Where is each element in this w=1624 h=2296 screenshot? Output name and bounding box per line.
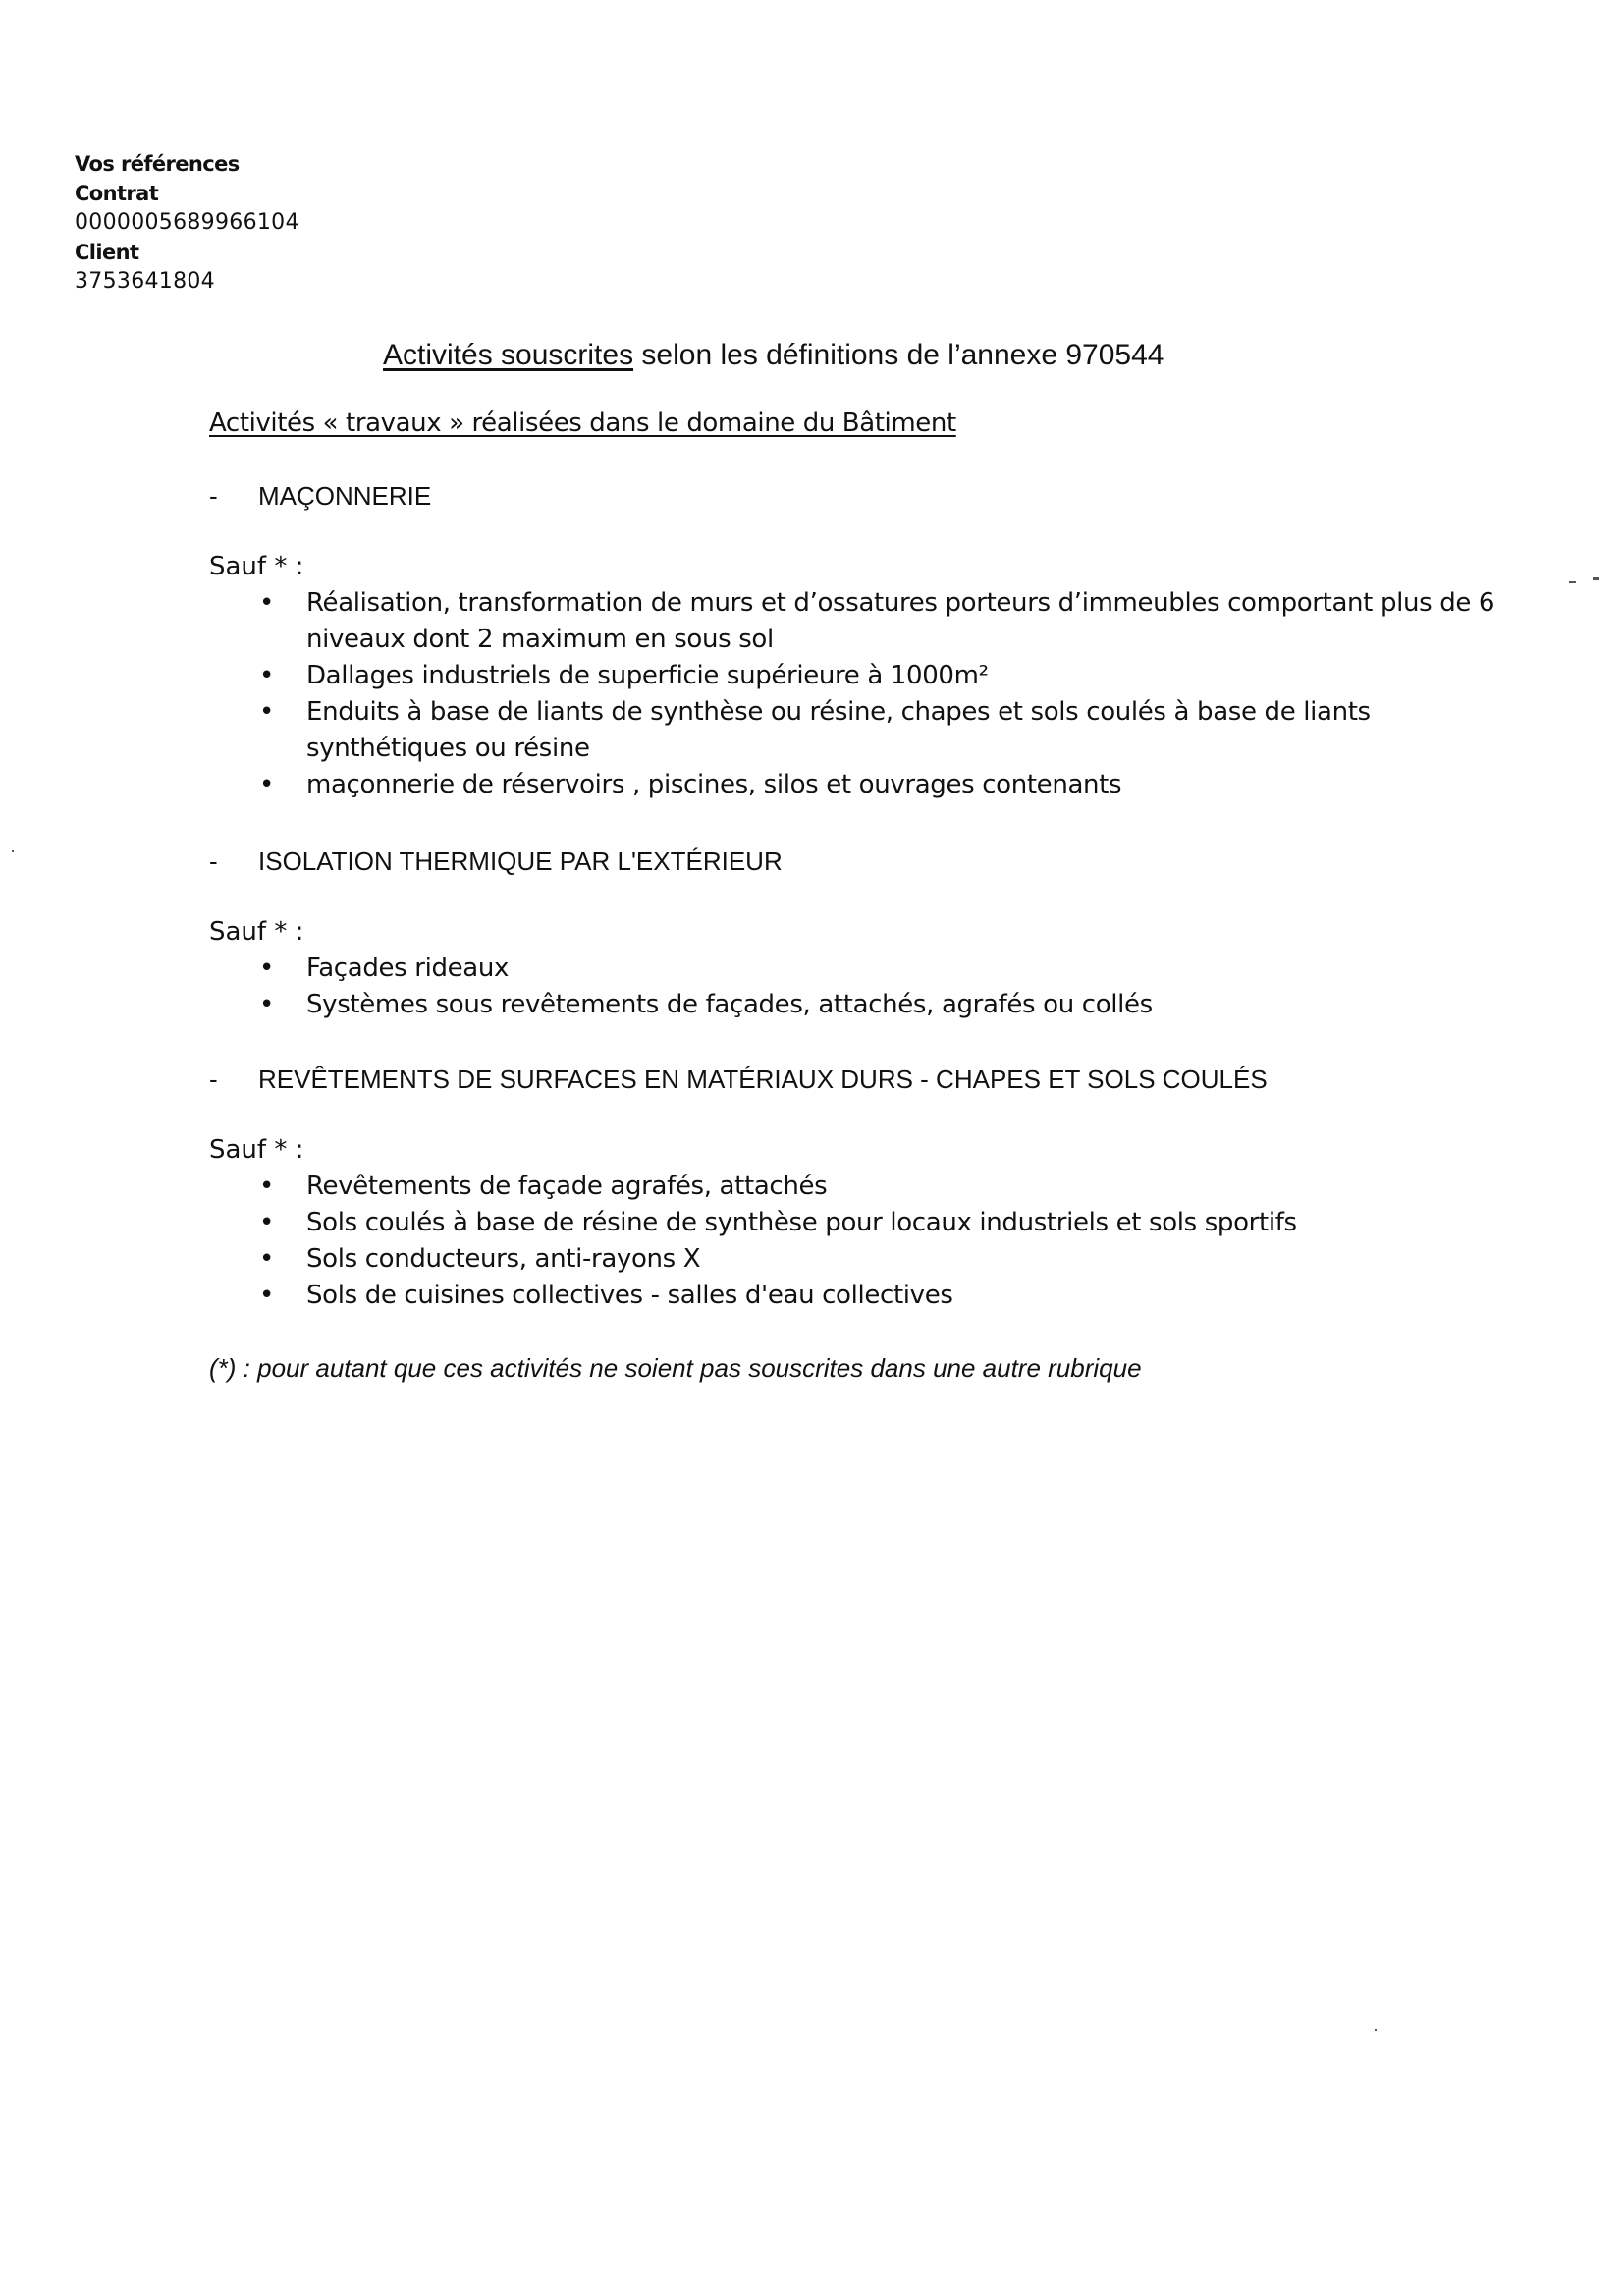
section-dash: - <box>209 847 218 876</box>
exclusion-list-revetements <box>253 1169 1530 1314</box>
page-title <box>383 339 1164 372</box>
activity-section-revetements <box>209 1065 1268 1095</box>
client-number: 3753641804 <box>75 269 215 294</box>
sauf-label: Sauf * : <box>209 552 304 581</box>
bullet-icon: • <box>259 1172 274 1201</box>
bullet-icon: • <box>259 770 274 799</box>
sauf-label: Sauf * : <box>209 1135 304 1165</box>
section-dash: - <box>209 481 218 511</box>
exclusion-list-isolation <box>253 951 1530 1023</box>
page-title-underlined: Activités souscrites <box>383 339 634 371</box>
scan-speck <box>1375 2029 1377 2031</box>
references-heading: Vos références <box>75 152 240 176</box>
references-block <box>75 149 299 297</box>
bullet-icon: • <box>259 1208 274 1237</box>
exclusion-item: • Enduits à base de liants de synthèse ou résine, chapes et sols coulés à base de liants synthétiques ou résine <box>253 694 1530 767</box>
scan-speck <box>1593 577 1599 580</box>
activity-section-isolation <box>209 847 783 877</box>
bullet-icon: • <box>259 1244 274 1274</box>
exclusion-list-maconnerie <box>253 585 1530 803</box>
contract-number: 0000005689966104 <box>75 210 299 235</box>
scan-speck <box>12 850 14 852</box>
bullet-icon: • <box>259 954 274 983</box>
section-name: REVÊTEMENTS DE SURFACES EN MATÉRIAUX DURS - CHAPES ET SOLS COULÉS <box>258 1065 1268 1094</box>
exclusion-item: • Revêtements de façade agrafés, attachés <box>253 1169 1530 1205</box>
exclusion-item: • Sols coulés à base de résine de synthèse pour locaux industriels et sols sportifs <box>253 1205 1530 1241</box>
section-dash: - <box>209 1065 218 1094</box>
bullet-icon: • <box>259 697 274 727</box>
sauf-label: Sauf * : <box>209 917 304 947</box>
section-name: ISOLATION THERMIQUE PAR L'EXTÉRIEUR <box>258 847 783 876</box>
exclusion-item: • Sols de cuisines collectives - salles d'eau collectives <box>253 1278 1530 1314</box>
footnote: (*) : pour autant que ces activités ne soient pas souscrites dans une autre rubrique <box>209 1353 1142 1383</box>
exclusion-item: • Dallages industriels de superficie supérieure à 1000m² <box>253 658 1530 694</box>
client-label: Client <box>75 241 139 264</box>
exclusion-item: • Systèmes sous revêtements de façades, attachés, agrafés ou collés <box>253 987 1530 1023</box>
bullet-icon: • <box>259 1281 274 1310</box>
contract-label: Contrat <box>75 182 159 205</box>
section-name: MAÇONNERIE <box>258 481 432 511</box>
page-title-rest: selon les définitions de l’annexe 970544 <box>633 339 1164 371</box>
scan-speck <box>1569 581 1576 583</box>
exclusion-item: • maçonnerie de réservoirs , piscines, silos et ouvrages contenants <box>253 767 1530 803</box>
activity-section-maconnerie <box>209 481 431 512</box>
bullet-icon: • <box>259 661 274 690</box>
section-subtitle: Activités « travaux » réalisées dans le domaine du Bâtiment <box>209 409 956 438</box>
bullet-icon: • <box>259 990 274 1019</box>
bullet-icon: • <box>259 588 274 618</box>
exclusion-item: • Réalisation, transformation de murs et d’ossatures porteurs d’immeubles comportant plus de 6 niveaux dont 2 maximum en sous sol <box>253 585 1530 658</box>
exclusion-item: • Sols conducteurs, anti-rayons X <box>253 1241 1530 1278</box>
exclusion-item: • Façades rideaux <box>253 951 1530 987</box>
